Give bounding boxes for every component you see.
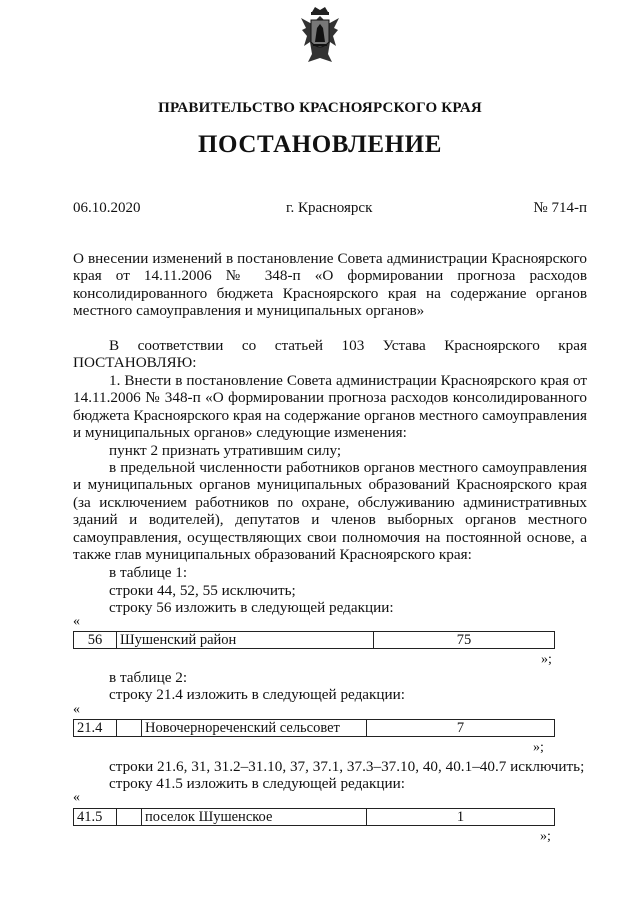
row-value: 7	[367, 720, 555, 737]
row-value: 1	[367, 809, 555, 826]
document-type: ПОСТАНОВЛЕНИЕ	[197, 131, 443, 158]
table-row-41-5	[73, 808, 555, 826]
close-quote: »;	[533, 740, 544, 755]
document-date: 06.10.2020	[73, 200, 141, 216]
rows-exclude-2: строки 21.6, 31, 31.2–31.10, 37, 37.1, 37.3–37.10, 40, 40.1–40.7 исключить;	[109, 758, 585, 775]
close-quote: »;	[541, 652, 552, 667]
document-city: г. Красноярск	[286, 200, 373, 216]
limit-text: в предельной численности работников органов местного самоуправления и муниципальных органов муниципальных образований Красноярского края (за исключением работников по охране, обслуживанию административных зданий и водителей), депутатов и членов выборных органов местного самоуправления, осуществляющих свои полномочия на постоянной основе, а также глав муниципальных образований Красноярского края:	[73, 459, 587, 564]
row-name: Новочернореченский сельсовет	[142, 720, 367, 737]
table-row	[74, 809, 555, 826]
row-number: 21.4	[74, 720, 117, 737]
row-number: 56	[74, 632, 117, 649]
row415-edit: строку 41.5 изложить в следующей редакции:	[109, 775, 406, 792]
rows-exclude-1: строки 44, 52, 55 исключить;	[109, 582, 296, 599]
row-empty-cell	[117, 809, 142, 826]
table1-intro: в таблице 1:	[109, 564, 188, 581]
document-title: О внесении изменений в постановление Совета администрации Красноярского края от 14.11.2006 № 348-п «О формировании прогноза расходов консолидированного бюджета Красноярского края на содержание органов местного самоуправления и муниципальных органов»	[73, 250, 587, 320]
table-row-21-4	[73, 719, 555, 737]
document-number: № 714-п	[533, 200, 587, 216]
row-name: поселок Шушенское	[142, 809, 367, 826]
point-2-text: пункт 2 признать утратившим силу;	[109, 442, 342, 459]
open-quote: «	[73, 614, 80, 629]
open-quote: «	[73, 790, 80, 805]
decree-word: ПОСТАНОВЛЯЮ:	[73, 354, 197, 371]
table2-intro: в таблице 2:	[109, 669, 188, 686]
row56-edit: строку 56 изложить в следующей редакции:	[109, 599, 394, 616]
coat-of-arms-icon	[298, 6, 342, 66]
table-row	[74, 720, 555, 737]
row-value: 75	[374, 632, 555, 649]
table-row-56	[73, 631, 555, 649]
close-quote: »;	[540, 829, 551, 844]
government-name: ПРАВИТЕЛЬСТВО КРАСНОЯРСКОГО КРАЯ	[158, 100, 482, 116]
row-name: Шушенский район	[117, 632, 374, 649]
item-1-text: 1. Внести в постановление Совета администрации Красноярского края от 14.11.2006 № 348-п «О формировании прогноза расходов консолидированного бюджета Красноярского края на содержание органов местного самоуправления и муниципальных органов» следующие изменения:	[73, 372, 587, 442]
table-row	[74, 632, 555, 649]
row-number: 41.5	[74, 809, 117, 826]
preamble-line: В соответствии со статьей 103 Устава Красноярского края	[109, 337, 587, 354]
row-empty-cell	[117, 720, 142, 737]
row214-edit: строку 21.4 изложить в следующей редакции:	[109, 686, 406, 703]
open-quote: «	[73, 702, 80, 717]
